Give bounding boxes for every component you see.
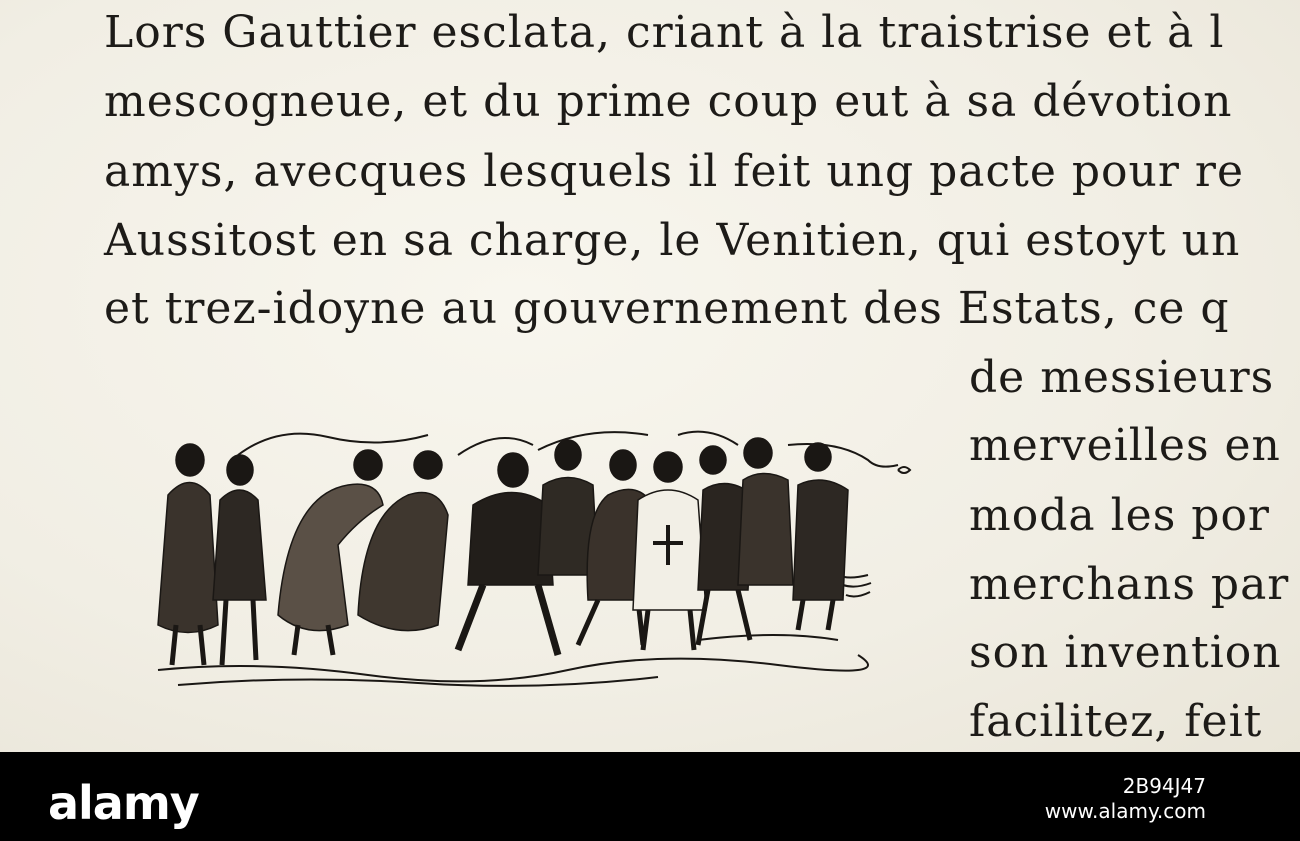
- text-line-5: et trez-idoyne au gouvernement des Estats, ce q: [104, 283, 1230, 334]
- side-text-line-3: moda les por: [969, 490, 1270, 541]
- text-line-4: Aussitost en sa charge, le Venitien, qui estoyt un: [104, 215, 1241, 266]
- side-text-line-2: merveilles en: [969, 420, 1281, 471]
- text-line-2: mescogneue, et du prime coup eut à sa dévotion: [104, 76, 1233, 127]
- side-text-line-1: de messieurs: [969, 352, 1275, 403]
- site-url: www.alamy.com: [1044, 799, 1206, 823]
- side-text-line-6: facilitez, feit: [969, 696, 1263, 747]
- watermark-bar: [0, 752, 1300, 841]
- engraving-procession-illustration: [138, 425, 918, 695]
- side-text-line-5: son invention: [969, 627, 1282, 678]
- alamy-logo: alamy: [48, 776, 199, 830]
- text-line-3: amys, avecques lesquels il feit ung pacte pour re: [104, 146, 1244, 197]
- image-id-label: 2B94J47: [1122, 774, 1206, 798]
- side-text-line-4: merchans par: [969, 559, 1290, 610]
- text-line-1: Lors Gauttier esclata, criant à la traistrise et à l: [104, 7, 1225, 58]
